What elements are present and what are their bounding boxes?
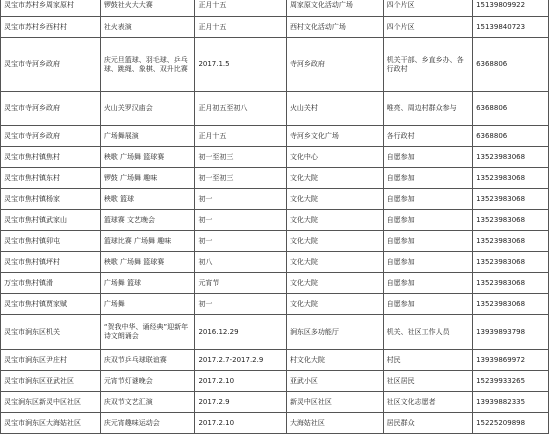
cell-event: 庆双节文艺汇演 [100,392,195,413]
cell-date: 初一 [195,294,287,315]
cell-place: 村文化大院 [286,350,383,371]
cell-audience: 自愿参加 [383,168,472,189]
cell-phone: 6368806 [473,38,549,92]
cell-event: 广场舞展演 [100,126,195,147]
cell-event: 秧歌 篮球 [100,189,195,210]
cell-audience: 社区文化志愿者 [383,392,472,413]
cell-date: 元宵节 [195,273,287,294]
table-row [1,273,549,294]
cell-place: 文化大院 [286,168,383,189]
cell-place: 文化大院 [286,294,383,315]
cell-place: 文化中心 [286,147,383,168]
table-row [1,392,549,413]
cell-event: 秧歌 广场舞 篮球赛 [100,147,195,168]
cell-audience: 自愿参加 [383,273,472,294]
cell-phone: 13523983068 [473,210,549,231]
cell-date: 正月十五 [195,17,287,38]
cell-place: 大海姑社区 [286,413,383,434]
cell-place: 涧东区多功能厅 [286,315,383,350]
table-row [1,0,549,17]
cell-date: 2017.2.9 [195,392,287,413]
cell-phone: 15239933265 [473,371,549,392]
cell-date: 正月十五 [195,126,287,147]
cell-audience: 自愿参加 [383,189,472,210]
cell-place: 文化大院 [286,252,383,273]
cell-audience: 自愿参加 [383,294,472,315]
cell-event: 广场舞 [100,294,195,315]
cell-date: 初八 [195,252,287,273]
table-row [1,294,549,315]
cell-audience: 自愿参加 [383,147,472,168]
table-row [1,371,549,392]
cell-place: 新灵中区社区 [286,392,383,413]
cell-event: 庆元宵趣味运动会 [100,413,195,434]
cell-phone: 13939869972 [473,350,549,371]
cell-place: 寺河乡政府 [286,38,383,92]
cell-place: 文化大院 [286,273,383,294]
cell-phone: 13523983068 [473,147,549,168]
cell-event: 火山关罗汉庙会 [100,92,195,126]
activities-table-body [1,0,549,434]
table-row [1,92,549,126]
cell-unit: 灵宝市寺河乡政府 [1,126,101,147]
table-row [1,350,549,371]
cell-phone: 13939893798 [473,315,549,350]
cell-event: 广场舞 篮球 [100,273,195,294]
cell-phone: 13523983068 [473,189,549,210]
cell-phone: 13523983068 [473,252,549,273]
cell-phone: 13523983068 [473,273,549,294]
cell-place: 火山关村 [286,92,383,126]
cell-event: 秧歌 广场舞 篮球赛 [100,252,195,273]
cell-event: 篮球赛 文艺晚会 [100,210,195,231]
cell-audience: 自愿参加 [383,210,472,231]
table-row [1,126,549,147]
cell-unit: 灵宝市涧东区大海姑社区 [1,413,101,434]
cell-event: 庆双节乒乓球联谊赛 [100,350,195,371]
cell-unit: 灵宝市涧东区机关 [1,315,101,350]
cell-unit: 灵宝市焦村镇东村 [1,168,101,189]
cell-place: 周家原文化活动广场 [286,0,383,17]
cell-unit: 灵宝市焦村镇贾家赋 [1,294,101,315]
table-row [1,38,549,92]
cell-event: 锣鼓社火大大赛 [100,0,195,17]
cell-date: 正月初五至初八 [195,92,287,126]
cell-audience: 唯亮、周边村群众参与 [383,92,472,126]
cell-phone: 6368806 [473,92,549,126]
cell-date: 初一 [195,231,287,252]
cell-phone: 13523983068 [473,294,549,315]
cell-unit: 灵宝市苏村乡西村村 [1,17,101,38]
cell-event: 社火表演 [100,17,195,38]
cell-date: 正月十五 [195,0,287,17]
cell-audience: 各行政村 [383,126,472,147]
cell-audience: 社区居民 [383,371,472,392]
table-row [1,315,549,350]
cell-unit: 灵宝市焦村镇杨家 [1,189,101,210]
cell-place: 文化大院 [286,231,383,252]
cell-event: 元宵节灯谜晚会 [100,371,195,392]
cell-place: 寺河乡文化广场 [286,126,383,147]
cell-date: 2017.2.10 [195,371,287,392]
cell-unit: 灵宝市涧东区亚武社区 [1,371,101,392]
table-row [1,147,549,168]
cell-phone: 15139809922 [473,0,549,17]
cell-place: 文化大院 [286,210,383,231]
table-row [1,17,549,38]
cell-date: 2017.1.5 [195,38,287,92]
cell-date: 初一 [195,189,287,210]
cell-place: 文化大院 [286,189,383,210]
cell-phone: 15139840723 [473,17,549,38]
cell-event: 锣鼓 广场舞 趣味 [100,168,195,189]
cell-phone: 13523983068 [473,231,549,252]
cell-audience: 四个片区 [383,0,472,17]
cell-date: 初一至初三 [195,147,287,168]
cell-place: 西村文化活动广场 [286,17,383,38]
cell-unit: 灵宝市苏村乡周家原村 [1,0,101,17]
table-row [1,231,549,252]
table-row [1,168,549,189]
cell-unit: 灵宝市寺河乡政府 [1,38,101,92]
cell-unit: 灵宝市寺河乡政府 [1,92,101,126]
cell-unit: 灵宝涧东区新灵中区社区 [1,392,101,413]
table-row [1,413,549,434]
cell-event: 篮球比赛 广场舞 趣味 [100,231,195,252]
cell-date: 2017.2.10 [195,413,287,434]
cell-date: 初一 [195,210,287,231]
cell-place: 亚武小区 [286,371,383,392]
cell-audience: 自愿参加 [383,252,472,273]
cell-phone: 6368806 [473,126,549,147]
table-row [1,210,549,231]
cell-unit: 灵宝市涧东区尹庄村 [1,350,101,371]
cell-audience: 村民 [383,350,472,371]
cell-event: “贺我中华、诵经典”迎新年诗文朗诵会 [100,315,195,350]
cell-date: 初一至初三 [195,168,287,189]
cell-unit: 灵宝市焦村镇坪村 [1,252,101,273]
cell-unit: 万宝市焦村镇滑 [1,273,101,294]
table-row [1,189,549,210]
table-row [1,252,549,273]
cell-phone: 13523983068 [473,168,549,189]
cell-audience: 四个片区 [383,17,472,38]
cell-event: 庆元旦篮球、羽毛球、乒乓球、跳绳、象棋、双升比赛 [100,38,195,92]
cell-unit: 灵宝市焦村镇卯屯 [1,231,101,252]
cell-audience: 机关干部、乡直乡办、各行政村 [383,38,472,92]
cell-audience: 自愿参加 [383,231,472,252]
cell-audience: 机关、社区工作人员 [383,315,472,350]
cell-date: 2016.12.29 [195,315,287,350]
cell-unit: 灵宝市焦村镇焦村 [1,147,101,168]
cell-phone: 15225209898 [473,413,549,434]
cell-audience: 居民群众 [383,413,472,434]
cell-date: 2017.2.7-2017.2.9 [195,350,287,371]
cell-unit: 灵宝市焦村镇武家山 [1,210,101,231]
cell-phone: 13939882335 [473,392,549,413]
